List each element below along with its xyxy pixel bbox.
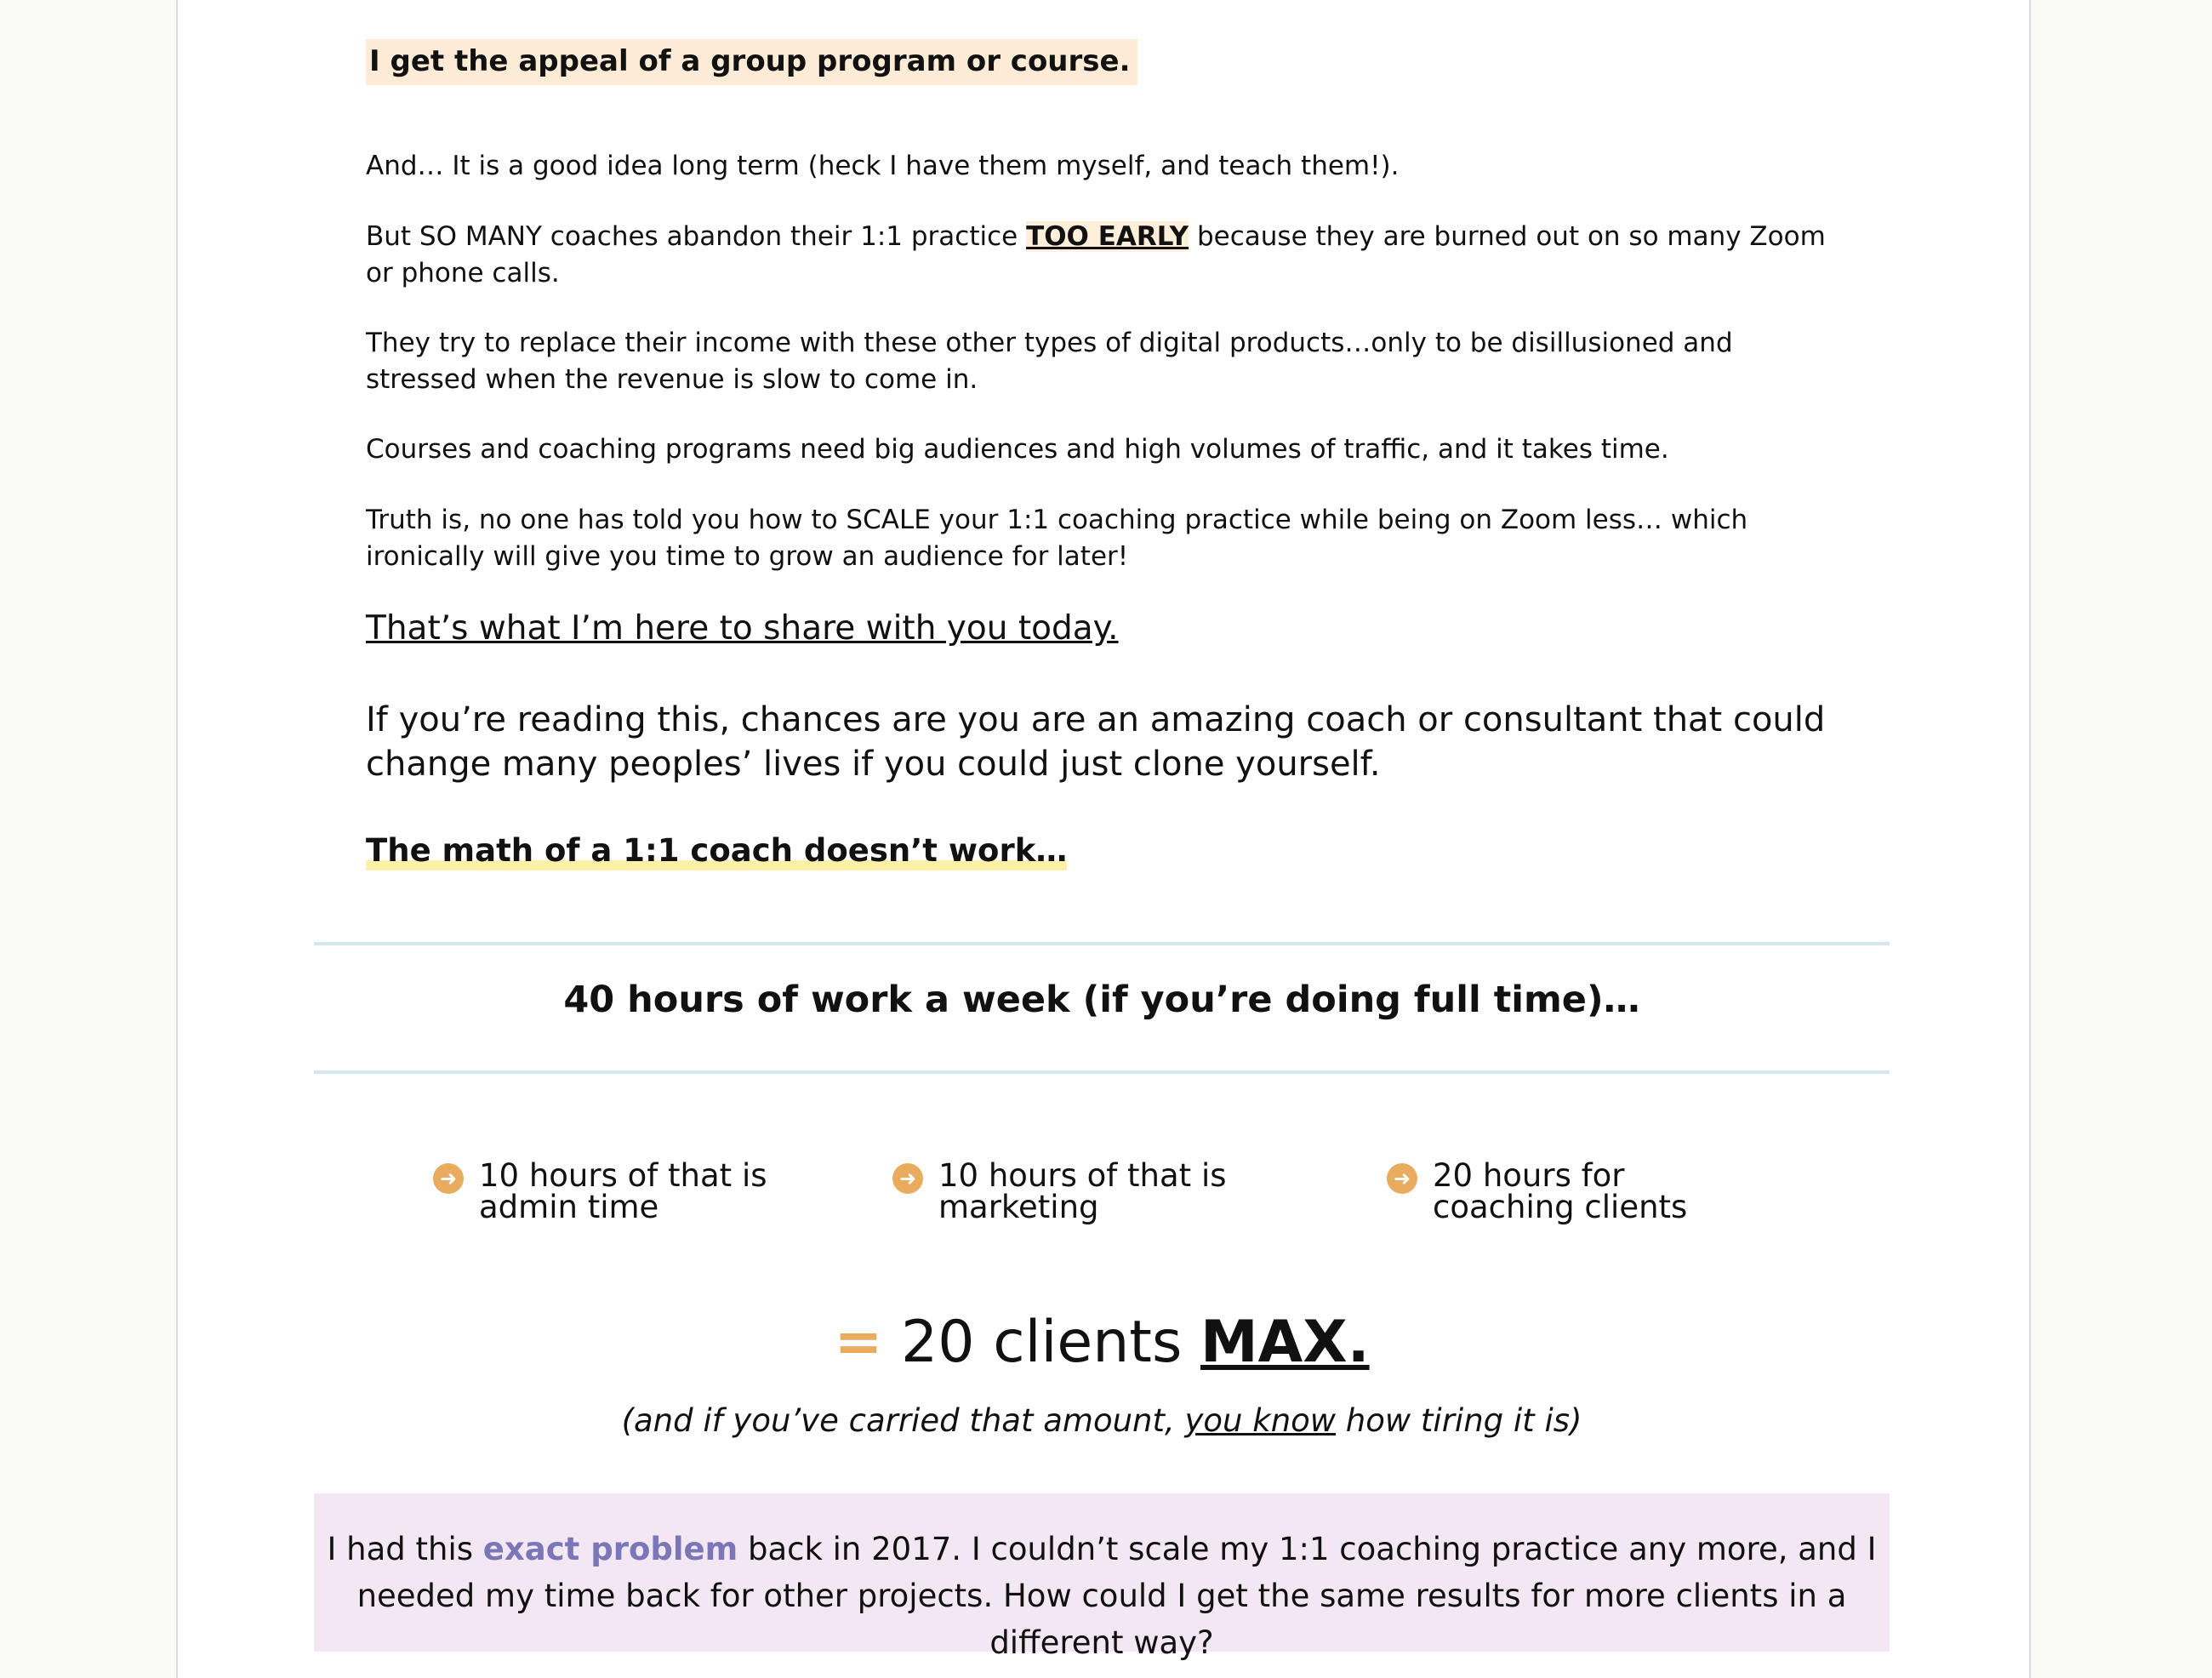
reading-paragraph-text: If you’re reading this, chances are you are an amazing coach or consultant that could change many peoples’ lives if you could just clone yourself. bbox=[366, 700, 1826, 784]
breakdown-text: 10 hours of that is marketing bbox=[938, 1157, 1227, 1225]
paragraph-text-end: because they are burned out on so many Zoom or phone calls. bbox=[366, 221, 1826, 288]
story-callout bbox=[314, 1493, 1890, 1661]
content-page bbox=[176, 0, 2031, 1678]
share-line bbox=[366, 609, 1829, 648]
arrow-circle-right-icon: ➜ bbox=[433, 1163, 464, 1194]
too-early-emphasis: TOO EARLY bbox=[1026, 221, 1189, 252]
intro-highlight: I get the appeal of a group program or course. bbox=[366, 39, 1137, 85]
breakdown-item-admin bbox=[433, 1157, 802, 1225]
note-underlined: you know bbox=[1184, 1402, 1337, 1439]
math-heading-text: The math of a 1:1 coach doesn’t work… bbox=[366, 832, 1068, 869]
arrow-circle-right-icon: ➜ bbox=[1387, 1163, 1417, 1194]
story-text-start: I had this bbox=[327, 1531, 483, 1567]
breakdown-item-marketing bbox=[892, 1157, 1262, 1225]
paragraph-text bbox=[366, 219, 1829, 292]
exact-problem-emphasis: exact problem bbox=[482, 1531, 738, 1567]
intro-block bbox=[366, 39, 1829, 85]
equals-sign: = bbox=[834, 1309, 883, 1376]
paragraph-5 bbox=[366, 502, 1829, 575]
share-line-text: That’s what I’m here to share with you today. bbox=[366, 609, 1119, 648]
arrow-circle-right-icon: ➜ bbox=[892, 1163, 923, 1194]
note-text-start: (and if you’ve carried that amount, bbox=[621, 1402, 1185, 1439]
reading-paragraph bbox=[366, 698, 1829, 786]
breakdown-text: 20 hours for coaching clients bbox=[1433, 1157, 1688, 1225]
result-text: 20 clients bbox=[901, 1309, 1200, 1376]
paragraph-text: Courses and coaching programs need big audiences and high volumes of traffic, and it takes time. bbox=[366, 434, 1669, 465]
note-text-end: how tiring it is) bbox=[1336, 1402, 1582, 1439]
paragraph-2 bbox=[366, 219, 1829, 292]
breakdown-text: 10 hours of that is admin time bbox=[479, 1157, 767, 1225]
story-text-end: back in 2017. I couldn’t scale my 1:1 coaching practice any more, and I needed my time back for other projects. How could I get the same results for more clients in a different way? bbox=[356, 1531, 1877, 1661]
math-heading bbox=[366, 832, 1829, 870]
paragraph-1 bbox=[366, 148, 1829, 185]
clients-max-result bbox=[314, 1309, 1890, 1376]
paragraph-text-start: But SO MANY coaches abandon their 1:1 practice bbox=[366, 221, 1027, 252]
paragraph-text: They try to replace their income with these other types of digital products…only to be disillusioned and stressed when the revenue is slow to come in. bbox=[366, 328, 1733, 395]
divider-top bbox=[314, 942, 1890, 945]
paragraph-text: Truth is, no one has told you how to SCALE your 1:1 coaching practice while being on Zoom less… which ironically will give you time to grow an audience for later! bbox=[366, 505, 1748, 572]
max-emphasis: MAX. bbox=[1200, 1309, 1370, 1376]
tiring-note bbox=[314, 1402, 1890, 1439]
hours-heading: 40 hours of work a week (if you’re doing full time)… bbox=[563, 979, 1640, 1021]
paragraph-text: And… It is a good idea long term (heck I have them myself, and teach them!). bbox=[366, 151, 1400, 181]
paragraph-3 bbox=[366, 325, 1829, 398]
breakdown-item-coaching bbox=[1387, 1157, 1756, 1225]
paragraph-4 bbox=[366, 431, 1829, 468]
divider-bottom bbox=[314, 1070, 1890, 1074]
